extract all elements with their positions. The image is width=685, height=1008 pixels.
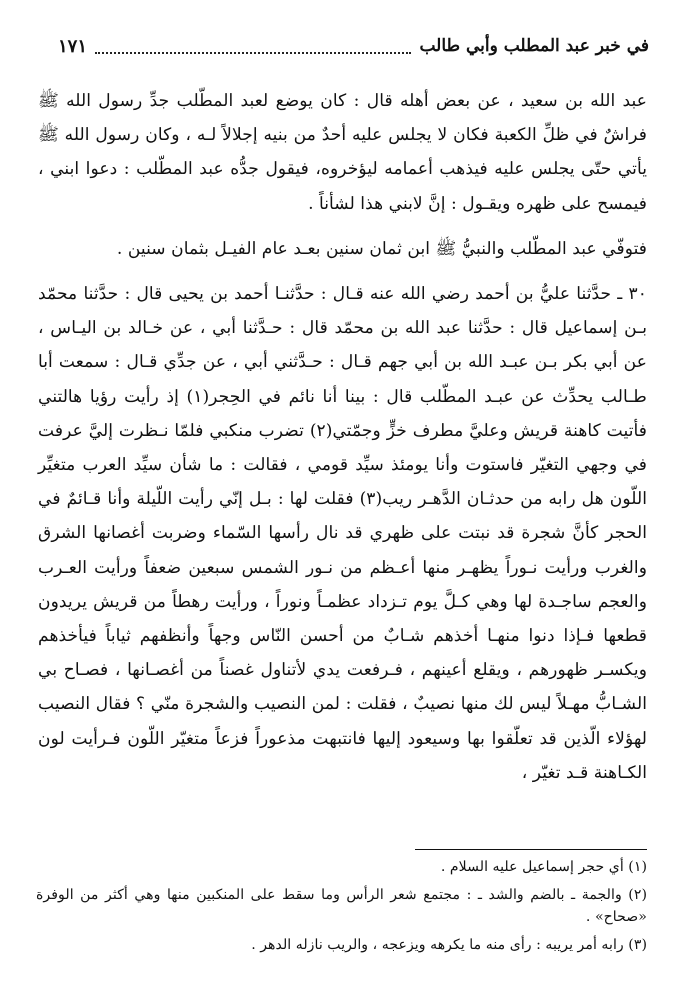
main-text <box>38 84 647 790</box>
paragraph-3: ٣٠ ـ حدَّثنا عليُّ بن أحمد رضي الله عنه قـال : حدَّثنـا أحمد بن يحيى قال : حدَّثنا محمّد بـن إسماعيل قال : حدَّثنا عبد الله بن محمّد قال : حـدَّثنا أبي ، عن خـالد بن اليـاس ، عن أبي بكر بـن عبـد الله بن أبي جهم قـال : حـدَّثني أبي ، عن جدِّي قـال : سمعت أبا طـالب يحدِّث عن عبـد المطّلب قال : بينا أنا نائم في الحِجر(١) إذ رأيت رؤيا هالتني فأتيت كاهنة قريش وعليَّ مطرف خزٍّ وجمّتي(٢) تضرب منكبي فلمّا نـظرت إليَّ عرفت في وجهي التغيّر فاستوت وأنا يومئذ سيِّد قومي ، فقالت : ما شأن سيِّد العرب متغيِّر اللّون هل رابه من حدثـان الدَّهـر ريب(٣) فقلت لها : بـل إنّي رأيت اللّيلة وأنا قـائمٌ في الحجر كأنَّ شجرة قد نبتت على ظهري قد نال رأسها السّماء وضربت أغصانها الشرق والغرب ورأيت نـوراً يظهـر منها أعـظم من نـور الشمس سبعين ضعفاً ورأيت العـرب والعجم ساجـدة لها وهي كـلَّ يوم تـزداد عظمـاً ونوراً ، ورأيت رهطاً من قريش يريدون قطعها فـإذا دنوا منهـا أخذهم شـابٌ من أحسن النّاس وجهاً وأنظفهم ثياباً فيأخذهم ويكسـر ظهورهم ، ويقلع أعينهم ، فـرفعت يدي لأتناول غصناً من أغصـانها ، فصـاح بي الشـابُّ مهـلاً ليس لك منها نصيبٌ ، فقلت : لمن النصيب والشجرة منّي ؟ فقال النصيب لهؤلاء الّذين قد تعلّقوا بها وسيعود إليها فانتبهت مذعوراً فزعاً متغيّر اللّون فـرأيت لون الكـاهنة قـد تغيّر ، <box>38 284 647 783</box>
paragraph-2: فتوفّي عبد المطّلب والنبيُّ ﷺ ابن ثمان سنين بعـد عام الفيـل بثمان سنين . <box>116 238 647 259</box>
header-title: في خبر عبد المطلب وأبي طالب <box>419 36 649 56</box>
footnote-2: (٢) والجمة ـ بالضم والشد ـ : مجتمع شعر الرأس وما سقط على المنكبين منها وهي أكثر من الوفرة «صحاح» . <box>36 887 647 925</box>
paragraph-1: عبد الله بن سعيد ، عن بعض أهله قال : كان يوضع لعبد المطّلب جدِّ رسول الله ﷺ فراشٌ في ظلِّ الكعبة فكان لا يجلس عليه أحدٌ من بنيه إجلالاً لـه ، وكان رسول الله ﷺ يأتي حتّى يجلس عليه فيذهب أعمامه ليؤخروه، فيقول جدُّه عبد المطّلب : دعوا ابني ، فيمسح على ظهره ويقـول : إنَّ لابني هذا لشأناً . <box>38 91 647 214</box>
footnote-1: (١) أي حجر إسماعيل عليه السلام . <box>440 859 647 875</box>
footnote-divider <box>415 849 647 850</box>
header-dot-leader <box>95 38 411 54</box>
footnotes <box>36 856 647 956</box>
page-number: ١٧١ <box>58 35 88 57</box>
footnote-3: (٣) رابه أمر يريبه : رأى منه ما يكرهه ويزعجه ، والريب نازله الدهر . <box>251 937 647 953</box>
running-header <box>58 32 649 60</box>
